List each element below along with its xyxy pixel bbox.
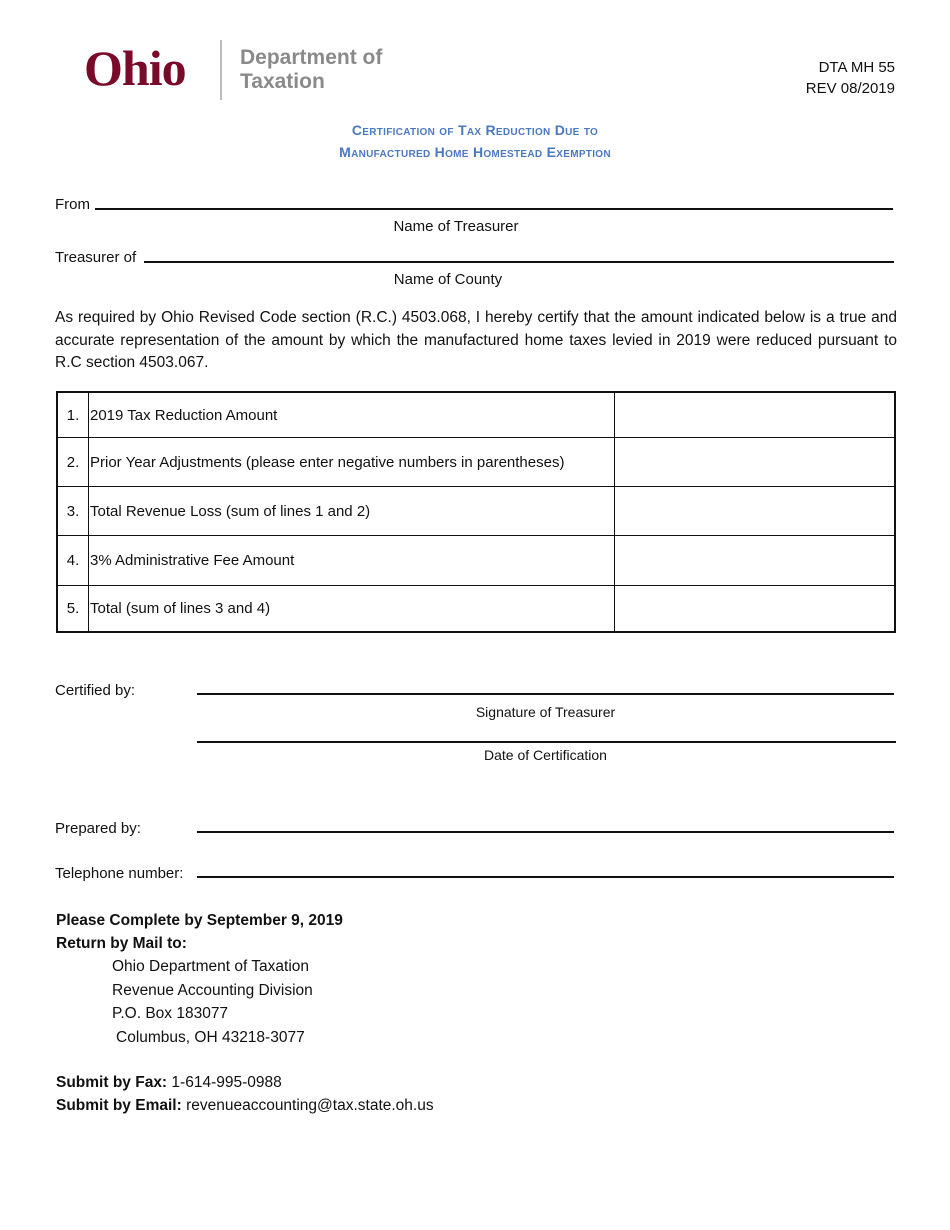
fax-line: [56, 1071, 282, 1095]
signature-of-treasurer-caption: Signature of Treasurer: [475, 704, 616, 720]
line-4-amount-field[interactable]: [615, 536, 896, 586]
line-2-amount-field[interactable]: [615, 438, 896, 487]
table-row: [57, 392, 895, 438]
line-description: Total Revenue Loss (sum of lines 1 and 2): [89, 487, 615, 536]
table-row: [57, 536, 895, 586]
form-identifier: [806, 57, 895, 99]
line-5-amount-field[interactable]: [615, 586, 896, 633]
certified-by-label: Certified by:: [55, 682, 136, 699]
form-revision: REV 08/2019: [805, 80, 895, 97]
line-1-amount-field[interactable]: [615, 392, 896, 438]
address-line: Ohio Department of Taxation: [112, 958, 310, 975]
prepared-by-input-line[interactable]: [197, 831, 894, 833]
department-line-1: Department of: [240, 46, 383, 69]
address-line: Revenue Accounting Division: [112, 981, 313, 999]
ohio-logo: [84, 36, 186, 100]
date-input-line[interactable]: [197, 741, 896, 743]
mailing-address: [112, 955, 313, 1049]
line-description: 3% Administrative Fee Amount: [89, 536, 615, 586]
date-of-certification-caption: Date of Certification: [484, 747, 607, 763]
email-line: [56, 1094, 434, 1118]
from-input-line[interactable]: [95, 208, 893, 210]
name-of-treasurer-caption: Name of Treasurer: [393, 218, 519, 235]
deadline-notice: Please Complete by September 9, 2019: [56, 912, 343, 929]
name-of-county-caption: Name of County: [393, 271, 503, 288]
return-by-mail-label: Return by Mail to:: [56, 935, 187, 952]
line-3-amount-field[interactable]: [615, 487, 896, 536]
ohio-logo-wordmark: Ohio: [84, 40, 186, 96]
tax-reduction-table: [56, 391, 896, 633]
county-input-line[interactable]: [144, 261, 894, 263]
address-line: Columbus, OH 43218-3077: [116, 1028, 305, 1046]
address-line: P.O. Box 183077: [112, 1005, 229, 1022]
line-description: Total (sum of lines 3 and 4): [89, 586, 615, 633]
table-row: [57, 438, 895, 487]
telephone-input-line[interactable]: [197, 876, 894, 878]
line-description: 2019 Tax Reduction Amount: [89, 392, 615, 438]
form-number: DTA MH 55: [818, 59, 895, 76]
certification-statement: As required by Ohio Revised Code section (R.C.) 4503.068, I hereby certify that the amount indicated below is a true and accurate representation of the amount by which the manufactured home taxes levied in 2019 were reduced pursuant to R.C section 4503.067.: [55, 309, 897, 371]
email-label: Submit by Email:: [56, 1097, 182, 1114]
logo-divider: [220, 40, 222, 100]
department-line-2: Taxation: [240, 70, 325, 93]
line-number: 4.: [57, 536, 89, 586]
table-row: [57, 487, 895, 536]
treasurer-of-label: Treasurer of: [55, 249, 137, 266]
line-number: 3.: [57, 487, 89, 536]
email-address[interactable]: revenueaccounting@tax.state.oh.us: [186, 1097, 434, 1114]
table-row: [57, 586, 895, 633]
fax-number: 1-614-995-0988: [171, 1074, 282, 1091]
form-title-line-1: Certification of Tax Reduction Due to: [351, 122, 599, 138]
prepared-by-label: Prepared by:: [55, 820, 141, 837]
telephone-label: Telephone number:: [55, 865, 184, 882]
line-number: 2.: [57, 438, 89, 487]
line-number: 1.: [57, 392, 89, 438]
form-title: [0, 119, 950, 163]
from-label: From: [55, 196, 90, 213]
form-title-line-2: Manufactured Home Homestead Exemption: [339, 144, 611, 160]
department-logo-text: [240, 46, 382, 94]
signature-input-line[interactable]: [197, 693, 894, 695]
line-description: Prior Year Adjustments (please enter negative numbers in parentheses): [89, 438, 615, 487]
fax-label: Submit by Fax:: [56, 1074, 168, 1091]
line-number: 5.: [57, 586, 89, 633]
